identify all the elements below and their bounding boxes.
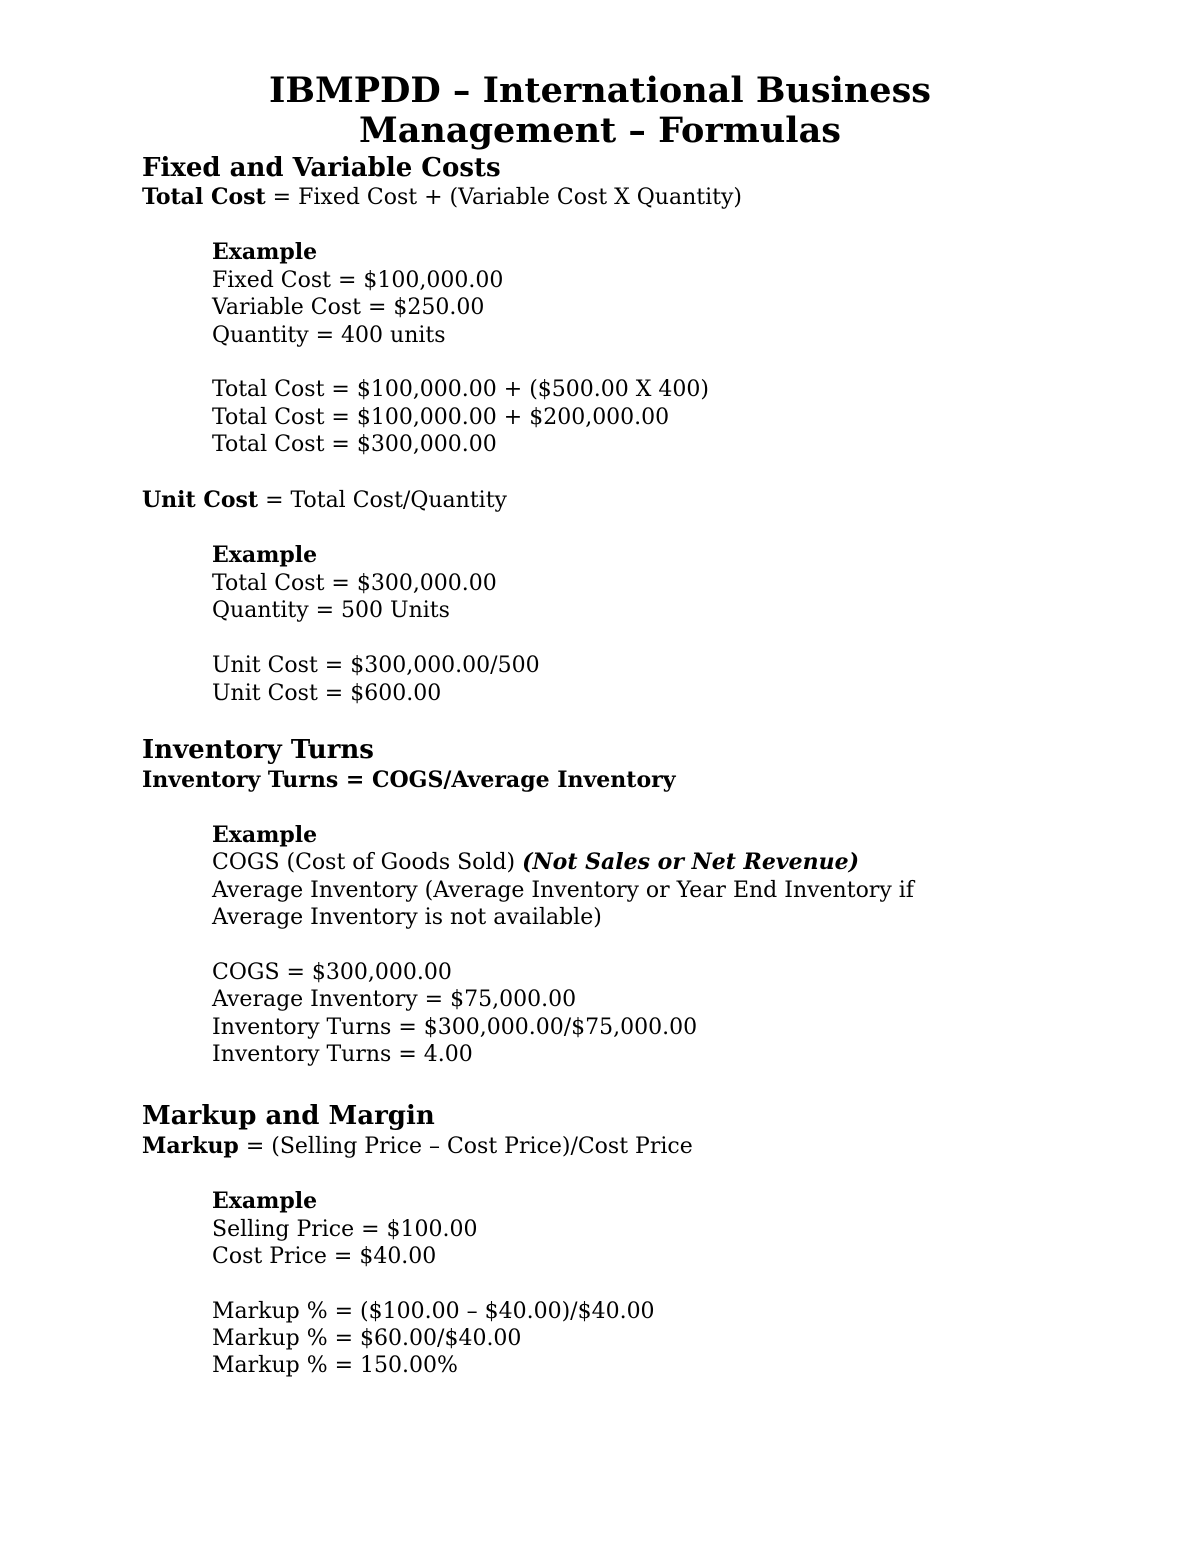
average-inventory-line: Average Inventory (Average Inventory or Year End Inventory if	[212, 878, 914, 903]
example-line: Fixed Cost = $100,000.00	[212, 268, 504, 293]
example-line: Selling Price = $100.00	[212, 1217, 478, 1242]
calculation-line: Average Inventory = $75,000.00	[212, 987, 577, 1012]
example-label: Example	[212, 1188, 318, 1214]
calculation-line: Unit Cost = $300,000.00/500	[212, 653, 540, 678]
calculation-line: Markup % = ($100.00 – $40.00)/$40.00	[212, 1299, 655, 1324]
calculation-line: Markup % = 150.00%	[212, 1353, 458, 1378]
cogs-note: (Not Sales or Net Revenue)	[522, 849, 859, 875]
calculation-line: Total Cost = $100,000.00 + ($500.00 X 400)	[212, 377, 709, 402]
total-cost-formula	[142, 184, 742, 211]
example-line: Quantity = 400 units	[212, 323, 446, 348]
inventory-turns-formula: Inventory Turns = COGS/Average Inventory	[142, 767, 676, 793]
calculation-line: Unit Cost = $600.00	[212, 681, 442, 706]
total-cost-definition: = Fixed Cost + (Variable Cost X Quantity)	[265, 185, 742, 210]
calculation-line: Inventory Turns = 4.00	[212, 1042, 473, 1067]
calculation-line: Total Cost = $300,000.00	[212, 432, 497, 457]
total-cost-term: Total Cost	[142, 184, 266, 210]
example-label: Example	[212, 542, 318, 568]
calculation-line: Markup % = $60.00/$40.00	[212, 1326, 522, 1351]
average-inventory-line: Average Inventory is not available)	[212, 905, 602, 930]
cogs-line	[212, 849, 859, 876]
calculation-line: Total Cost = $100,000.00 + $200,000.00	[212, 405, 670, 430]
markup-definition: = (Selling Price – Cost Price)/Cost Price	[238, 1134, 693, 1159]
document-title-line-1: IBMPDD – International Business	[269, 70, 931, 111]
markup-formula	[142, 1133, 693, 1160]
unit-cost-term: Unit Cost	[142, 487, 259, 513]
example-line: Cost Price = $40.00	[212, 1244, 437, 1269]
example-line: Variable Cost = $250.00	[212, 295, 485, 320]
example-label: Example	[212, 239, 318, 265]
document-title-line-2: Management – Formulas	[359, 110, 841, 151]
section-heading-inventory-turns: Inventory Turns	[142, 735, 374, 765]
section-heading-markup-margin: Markup and Margin	[142, 1101, 435, 1131]
calculation-line: Inventory Turns = $300,000.00/$75,000.00	[212, 1015, 698, 1040]
cogs-text: COGS (Cost of Goods Sold)	[212, 850, 523, 875]
markup-term: Markup	[142, 1133, 239, 1159]
calculation-line: COGS = $300,000.00	[212, 960, 452, 985]
example-line: Quantity = 500 Units	[212, 598, 450, 623]
example-line: Total Cost = $300,000.00	[212, 571, 497, 596]
unit-cost-formula	[142, 487, 507, 514]
example-label: Example	[212, 822, 318, 848]
unit-cost-definition: = Total Cost/Quantity	[258, 488, 507, 513]
section-heading-fixed-variable: Fixed and Variable Costs	[142, 153, 501, 183]
